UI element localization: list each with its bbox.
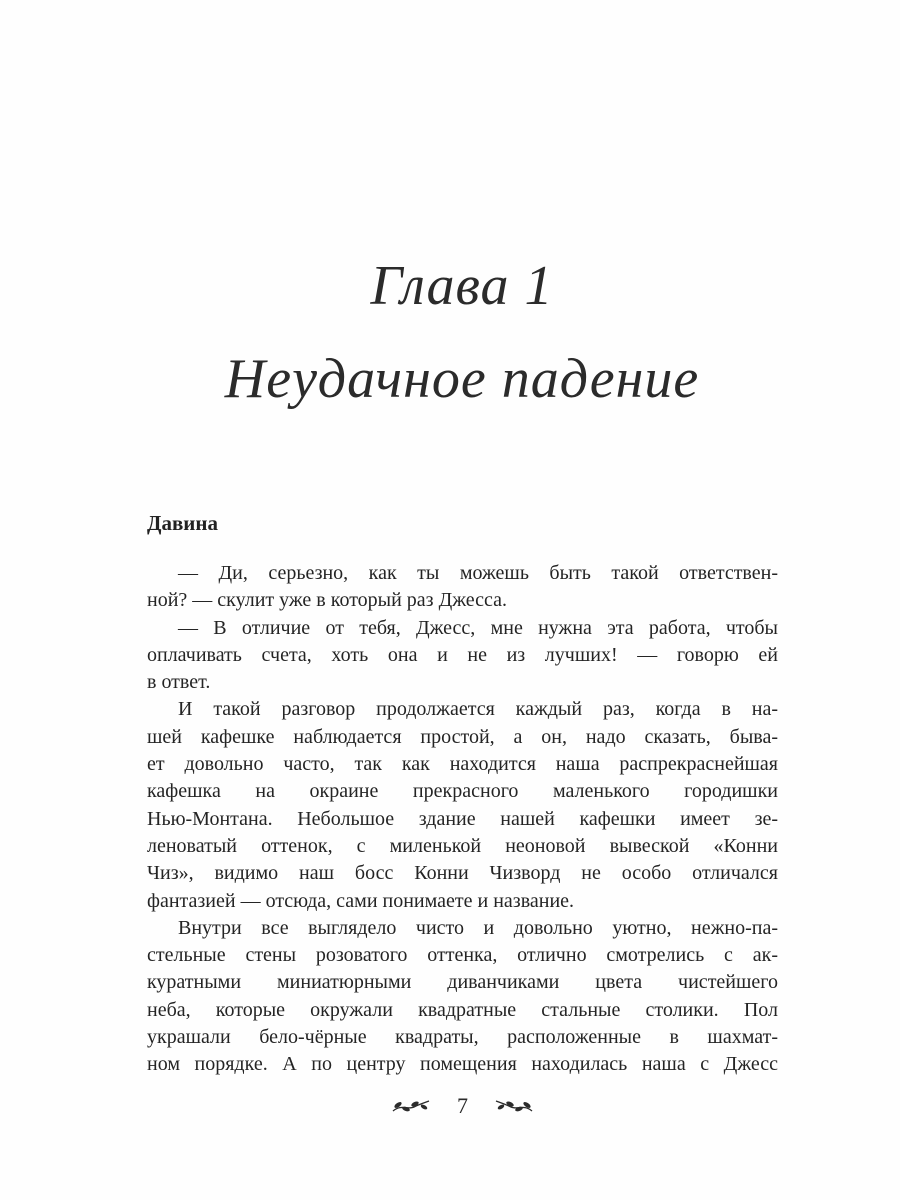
pov-heading: Давина	[147, 511, 218, 535]
text-line: стельные стены розоватого оттенка, отлично смотрелись с ак-	[147, 944, 778, 967]
text-line: оплачивать счета, хоть она и не из лучших! — говорю ей	[147, 643, 778, 666]
text-line: — В отличие от тебя, Джесс, мне нужна эта работа, чтобы	[178, 616, 778, 639]
text-line: кафешка на окраине прекрасного маленького городишки	[147, 780, 778, 803]
text-line: шей кафешке наблюдается простой, а он, надо сказать, быва-	[147, 725, 778, 748]
body-text	[147, 560, 778, 1079]
text-line: ной? — скулит уже в который раз Джесса.	[147, 589, 508, 612]
text-line: куратными миниатюрными диванчиками цвета чистейшего	[147, 971, 778, 994]
floral-sprig-icon	[494, 1097, 534, 1115]
text-line: фантазией — отсюда, сами понимаете и название.	[147, 889, 575, 912]
text-line: украшали бело-чёрные квадраты, расположенные в шахмат-	[147, 1026, 778, 1049]
page-number: 7	[457, 1093, 468, 1118]
text-line: леноватый оттенок, с миленькой неоновой вывеской «Конни	[147, 834, 778, 857]
floral-sprig-icon	[391, 1097, 431, 1115]
text-line: Внутри все выглядело чисто и довольно уютно, нежно-па-	[178, 916, 778, 939]
text-line: ном порядке. А по центру помещения находилась наша с Джесс	[147, 1053, 778, 1076]
page-footer	[147, 1092, 778, 1120]
text-line: Чиз», видимо наш босс Конни Чизворд не особо отличался	[147, 862, 778, 885]
text-line: ет довольно часто, так как находится наша распрекраснейшая	[147, 753, 778, 776]
text-line: И такой разговор продолжается каждый раз, когда в на-	[178, 698, 778, 721]
text-line: в ответ.	[147, 671, 211, 694]
text-line: неба, которые окружали квадратные стальные столики. Пол	[147, 998, 778, 1021]
chapter-number: Глава 1	[370, 255, 554, 317]
text-line: Нью-Монтана. Небольшое здание нашей кафешки имеет зе-	[147, 807, 778, 830]
chapter-name: Неудачное падение	[224, 348, 700, 410]
text-line: — Ди, серьезно, как ты можешь быть такой ответствен-	[178, 562, 778, 584]
chapter-title	[134, 240, 790, 426]
